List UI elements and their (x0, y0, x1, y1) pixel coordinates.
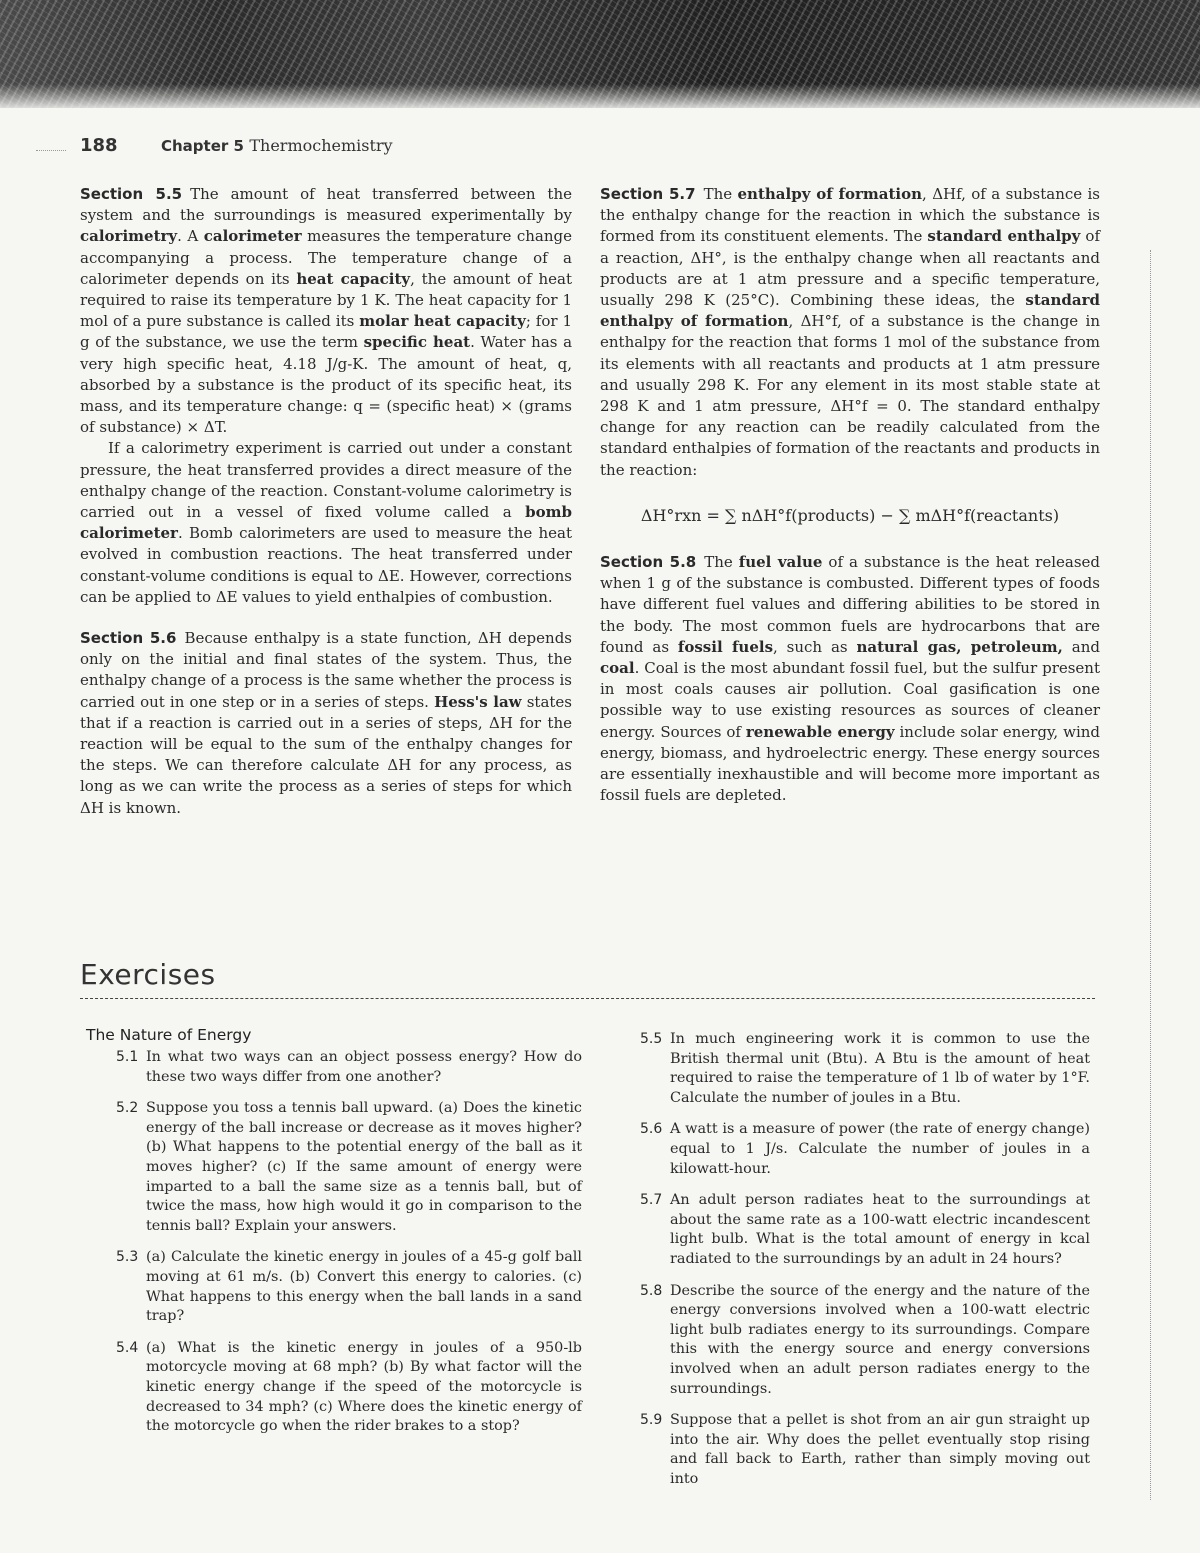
running-header (80, 135, 393, 156)
scanned-top-band (0, 0, 1200, 108)
exercise-item: 5.9 Suppose that a pellet is shot from an air gun straight up into the air. Why does the pellet eventually stop rising and fall back to Earth, rather than simply moving out into (640, 1412, 1090, 1487)
exercises-left-column (86, 1026, 582, 1449)
exercise-item: 5.3 (a) Calculate the kinetic energy in joules of a 45-g golf ball moving at 61 m/s. (b) Convert this energy to calories. (c) What happens to this energy when the ball lands in a sand trap? (116, 1249, 582, 1325)
section-label: Section 5.6 (80, 629, 177, 648)
exercise-item: 5.8 Describe the source of the energy and the nature of the energy conversions involved when a 100-watt electric light bulb radiates energy to its surroundings. Compare this with the energy source and energy conversions involved when an adult person radiates energy to the surroundings. (640, 1282, 1090, 1397)
exercise-item: 5.6 A watt is a measure of power (the rate of energy change) equal to 1 J/s. Calculate the number of joules in a kilowatt-hour. (640, 1121, 1090, 1177)
chapter-title: Thermochemistry (249, 136, 393, 155)
exercises-right-column (640, 1030, 1090, 1501)
chapter-label: Chapter 5 (160, 137, 244, 155)
section-label: Section 5.8 (600, 553, 697, 572)
exercise-item: 5.2 Suppose you toss a tennis ball upward. (a) Does the kinetic energy of the ball increase or decrease as it moves higher? (b) What happens to the potential energy of the ball as it moves higher? (c) If the same amount of energy were imparted to a ball the same size as a tennis ball, but of twice the mass, how high would it go in comparison to the tennis ball? Explain your answers. (116, 1100, 582, 1234)
summary-left-column (80, 184, 572, 819)
enthalpy-formula: ΔH°rxn = ∑ nΔH°f(products) − ∑ mΔH°f(reactants) (640, 505, 1060, 525)
exercises-divider (80, 998, 1095, 999)
summary-right-column (600, 184, 1100, 806)
section-5-7-paragraph: Section 5.7 The enthalpy of formation, ΔHf, of a substance is the enthalpy change for the reaction in which the substance is formed from its constituent elements. The standard enthalpy of a reaction, ΔH°, is the enthalpy change when all reactants and products are at 1 atm pressure and a specific temperature, usually 298 K (25°C). Combining these ideas, the standard enthalpy of formation, ΔH°f, of a substance is the change in enthalpy for the reaction that forms 1 mol of the substance from its elements with all reactants and products at 1 atm pressure and usually 298 K. For any element in its most stable state at 298 K and 1 atm pressure, ΔH°f = 0. The standard enthalpy change for any reaction can be readily calculated from the standard enthalpies of formation of the reactants and products in the reaction: (600, 185, 1101, 479)
exercise-item: 5.5 In much engineering work it is common to use the British thermal unit (Btu). A Btu is the amount of heat required to raise the temperature of 1 lb of water by 1°F. Calculate the number of joules in a Btu. (640, 1031, 1090, 1106)
section-label: Section 5.5 (80, 185, 183, 203)
section-5-8-paragraph: Section 5.8 The fuel value of a substance is the heat released when 1 g of the substance is combusted. Different types of foods have different fuel values and differing abilities to be stored in the body. The most common fuels are hydrocarbons that are found as fossil fuels, such as natural gas, petroleum, and coal. Coal is the most abundant fossil fuel, but the sulfur present in most coals causes air pollution. Coal gasification is one possible way to use existing resources as sources of cleaner energy. Sources of renewable energy include solar energy, wind energy, biomass, and hydroelectric energy. These energy sources are essentially inexhaustible and will become more important as fossil fuels are depleted. (600, 553, 1100, 805)
scan-margin-mark (1150, 250, 1155, 1500)
scan-margin-mark (36, 150, 66, 151)
exercise-item: 5.1 In what two ways can an object possess energy? How do these two ways differ from one another? (116, 1049, 582, 1085)
exercise-subhead: The Nature of Energy (86, 1026, 252, 1044)
section-5-6-paragraph: Section 5.6 Because enthalpy is a state function, ΔH depends only on the initial and final states of the system. Thus, the enthalpy change of a process is the same whether the process is carried out in one step or in a series of steps. Hess's law states that if a reaction is carried out in a series of steps, ΔH for the reaction will be equal to the sum of the enthalpy changes for the steps. We can therefore calculate ΔH for any process, as long as we can write the process as a series of steps for which ΔH is known. (80, 629, 572, 817)
page-number: 188 (80, 135, 118, 156)
section-label: Section 5.7 (600, 185, 696, 203)
section-5-5-paragraph-1: Section 5.5 The amount of heat transferred between the system and the surroundings is measured experimentally by calorimetry. A calorimeter measures the temperature change accompanying a process. The temperature change of a calorimeter depends on its heat capacity, the amount of heat required to raise its temperature by 1 K. The heat capacity for 1 mol of a pure substance is called its molar heat capacity; for 1 g of the substance, we use the term specific heat. Water has a very high specific heat, 4.18 J/g-K. The amount of heat, q, absorbed by a substance is the product of its specific heat, its mass, and its temperature change: q = (specific heat) × (grams of substance) × ΔT. (80, 185, 573, 437)
section-5-5-paragraph-2: If a calorimetry experiment is carried out under a constant pressure, the heat transferred provides a direct measure of the enthalpy change of the reaction. Constant-volume calorimetry is carried out in a vessel of fixed volume called a bomb calorimeter. Bomb calorimeters are used to measure the heat evolved in combustion reactions. The heat transferred under constant-volume conditions is equal to ΔE. However, corrections can be applied to ΔE values to yield enthalpies of combustion. (80, 439, 572, 606)
exercise-item: 5.7 An adult person radiates heat to the surroundings at about the same rate as a 100-watt electric incandescent light bulb. What is the total amount of energy in kcal radiated to the surroundings by an adult in 24 hours? (640, 1192, 1090, 1267)
exercises-heading: Exercises (80, 958, 216, 991)
exercise-item: 5.4 (a) What is the kinetic energy in joules of a 950-lb motorcycle moving at 68 mph? (b) By what factor will the kinetic energy change if the speed of the motorcycle is decreased to 34 mph? (c) Where does the kinetic energy of the motorcycle go when the rider brakes to a stop? (116, 1339, 582, 1435)
